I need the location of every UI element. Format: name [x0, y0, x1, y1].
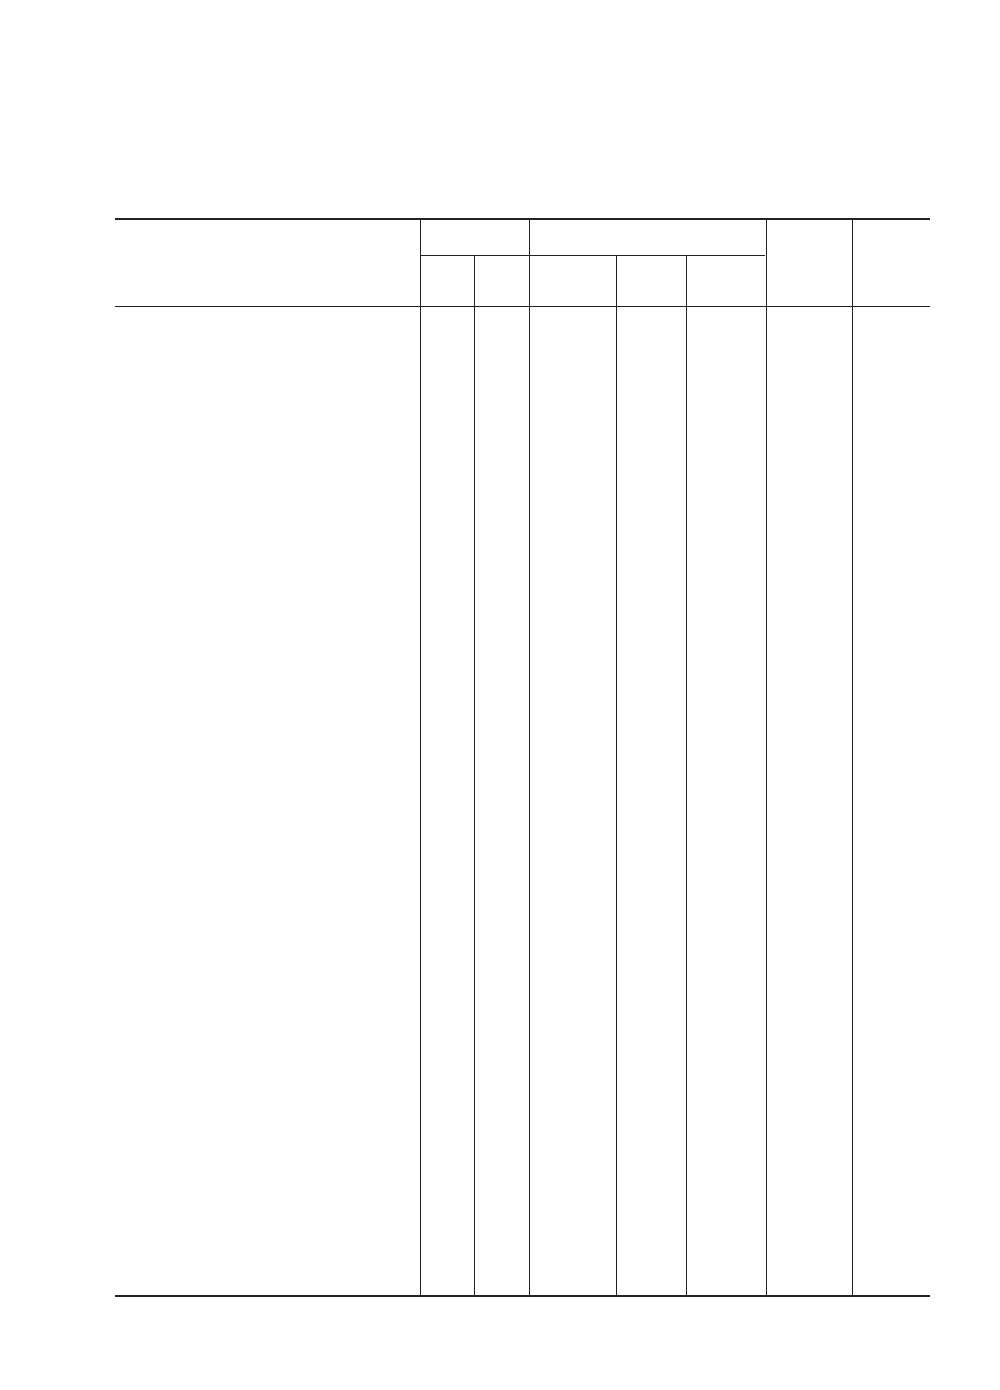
col-divider: [420, 220, 421, 1295]
col-divider: [529, 220, 530, 1295]
bottom-rule: [115, 1295, 930, 1297]
col-divider: [686, 256, 687, 1295]
col-divider: [852, 220, 853, 1295]
invest-group-rule: [530, 255, 765, 256]
col-divider: [766, 220, 767, 1295]
col-divider: [616, 256, 617, 1295]
title: [130, 142, 930, 182]
col-divider: [474, 256, 475, 1295]
count-group-rule: [421, 255, 529, 256]
top-rule: [115, 218, 930, 220]
header-bottom-rule: [115, 306, 930, 307]
